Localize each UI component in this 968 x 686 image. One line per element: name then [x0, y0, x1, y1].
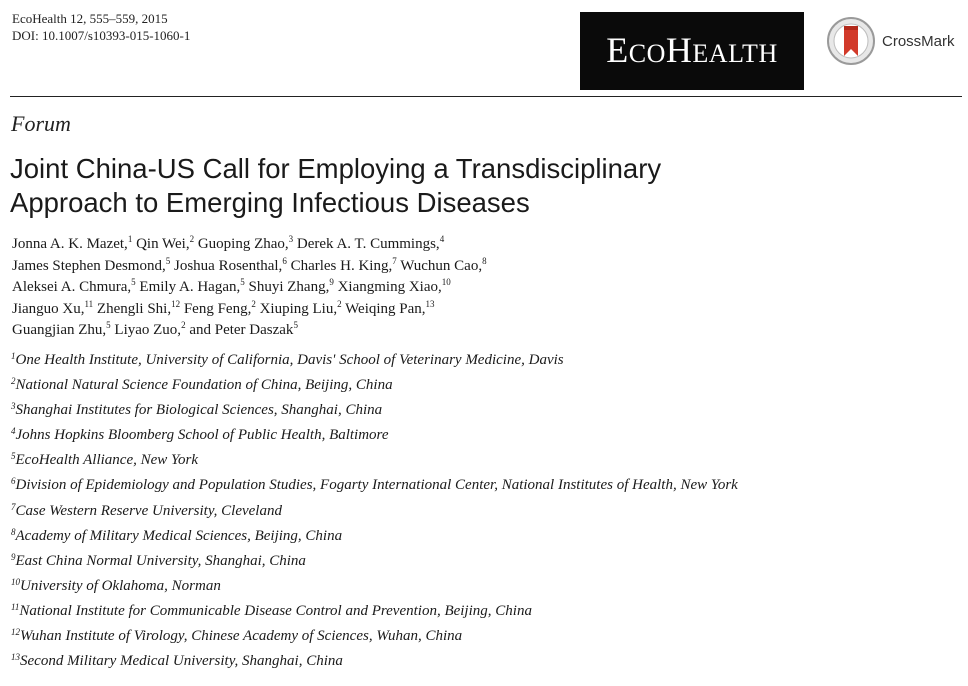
title-line-2: Approach to Emerging Infectious Diseases: [10, 187, 530, 218]
author-name[interactable]: [297, 236, 444, 252]
author-name[interactable]: [96, 298, 181, 317]
author-line: [12, 277, 487, 299]
affiliation-item: [11, 624, 738, 649]
affiliation-item: [11, 524, 738, 549]
journal-logo-wordmark: [587, 26, 797, 76]
author-name[interactable]: [139, 279, 244, 295]
journal-citation-block: [12, 10, 190, 44]
affiliation-number: 3: [11, 401, 16, 412]
affiliation-text: One Health Institute, University of California, Davis' School of Veterinary Medicine, Davis: [15, 352, 564, 368]
author-list: [12, 234, 487, 342]
author-line: [12, 234, 487, 256]
affiliation-item: [11, 373, 738, 398]
journal-citation: EcoHealth 12, 555–559, 2015: [12, 11, 168, 26]
affiliation-number: 1: [11, 351, 16, 361]
author-affiliation-ref: 6: [282, 255, 287, 266]
affiliation-text: East China Normal University, Shanghai, China: [15, 552, 306, 569]
author-name[interactable]: [12, 236, 132, 252]
affiliation-text: National Natural Science Foundation of China, Beijing, China: [15, 377, 393, 394]
author-affiliation-ref: 12: [171, 298, 181, 309]
author-name-text: Liyao Zuo,: [114, 322, 182, 338]
affiliation-text: Division of Epidemiology and Population Studies, Fogarty International Center, National Institutes of Health, New York: [15, 477, 738, 494]
author-name-text: Shuyi Zhang,: [248, 279, 330, 295]
affiliation-item: [11, 448, 738, 473]
author-affiliation-ref: 5: [293, 320, 298, 330]
affiliation-text: National Institute for Communicable Disease Control and Prevention, Beijing, China: [19, 602, 532, 619]
author-affiliation-ref: 2: [189, 234, 195, 244]
affiliation-number: 9: [11, 551, 16, 562]
affiliation-text: Second Military Medical University, Shanghai, China: [20, 653, 343, 670]
header-divider: [10, 96, 962, 97]
author-name[interactable]: [12, 279, 136, 295]
author-affiliation-ref: 5: [165, 255, 171, 266]
author-name-text: Aleksei A. Chmura,: [12, 279, 132, 295]
author-name[interactable]: [259, 298, 342, 317]
svg-text:ECOHEALTH: ECOHEALTH: [606, 30, 778, 70]
affiliation-item: [11, 473, 738, 498]
affiliation-text: EcoHealth Alliance, New York: [15, 452, 198, 469]
author-name-text: and Peter Daszak: [189, 322, 294, 338]
author-name[interactable]: [12, 255, 171, 274]
author-affiliation-ref: 1: [127, 234, 133, 244]
crossmark-badge[interactable]: [826, 16, 955, 66]
author-name-text: Jianguo Xu,: [12, 300, 85, 317]
affiliation-number: 13: [11, 652, 20, 663]
affiliation-item: [11, 499, 738, 524]
crossmark-label: CrossMark: [882, 32, 955, 50]
affiliation-number: 6: [11, 476, 16, 487]
author-affiliation-ref: 7: [392, 255, 397, 266]
author-name[interactable]: [345, 298, 435, 317]
affiliation-number: 4: [11, 426, 16, 437]
affiliation-number: 10: [11, 576, 20, 587]
author-name[interactable]: [173, 255, 287, 274]
affiliation-text: Johns Hopkins Bloomberg School of Public Health, Baltimore: [15, 427, 389, 444]
author-name-text: James Stephen Desmond,: [12, 257, 166, 274]
author-affiliation-ref: 5: [131, 277, 136, 287]
author-name-text: Joshua Rosenthal,: [173, 257, 283, 274]
author-name-text: Weiqing Pan,: [345, 300, 426, 317]
affiliation-item: [11, 348, 738, 373]
affiliation-item: [11, 423, 738, 448]
author-name[interactable]: [114, 322, 185, 338]
title-line-1: Joint China-US Call for Employing a Transdisciplinary: [10, 153, 662, 184]
affiliation-item: [11, 599, 738, 624]
author-affiliation-ref: 5: [106, 320, 111, 330]
affiliation-text: Wuhan Institute of Virology, Chinese Academy of Sciences, Wuhan, China: [20, 628, 463, 645]
author-name-text: Jonna A. K. Mazet,: [12, 236, 128, 252]
author-name-text: Wuchun Cao,: [400, 257, 483, 274]
author-affiliation-ref: 3: [288, 234, 294, 244]
author-name[interactable]: [189, 322, 298, 338]
author-name-text: Xiuping Liu,: [259, 300, 338, 317]
author-name-text: Guangjian Zhu,: [12, 322, 107, 338]
affiliation-number: 5: [11, 451, 16, 462]
affiliation-number: 7: [11, 501, 16, 512]
affiliation-number: 8: [11, 526, 16, 537]
author-name-text: Xiangming Xiao,: [337, 279, 442, 295]
author-name[interactable]: [136, 236, 194, 252]
author-line: [12, 256, 487, 278]
affiliation-item: [11, 398, 738, 423]
affiliation-list: [11, 348, 738, 674]
affiliation-item: [11, 549, 738, 574]
doi: DOI: 10.1007/s10393-015-1060-1: [12, 28, 191, 43]
article-title: [10, 152, 661, 220]
author-affiliation-ref: 9: [329, 277, 334, 287]
author-line: [12, 299, 487, 321]
author-affiliation-ref: 8: [482, 255, 487, 266]
affiliation-text: University of Oklahoma, Norman: [20, 577, 221, 594]
author-affiliation-ref: 11: [84, 298, 94, 309]
author-affiliation-ref: 2: [181, 320, 186, 330]
author-name[interactable]: [248, 279, 333, 295]
author-name-text: Zhengli Shi,: [96, 300, 172, 317]
author-affiliation-ref: 13: [425, 298, 435, 309]
author-name-text: Emily A. Hagan,: [139, 279, 241, 295]
author-name[interactable]: [12, 298, 94, 317]
author-affiliation-ref: 10: [441, 277, 451, 287]
section-label: Forum: [11, 111, 71, 136]
author-name-text: Charles H. King,: [290, 257, 393, 274]
author-name[interactable]: [290, 255, 397, 274]
author-name-text: Derek A. T. Cummings,: [296, 236, 440, 252]
author-affiliation-ref: 2: [251, 298, 256, 309]
crossmark-icon: [826, 16, 876, 66]
affiliation-item: [11, 574, 738, 599]
affiliation-number: 11: [11, 601, 20, 612]
journal-logo: [580, 12, 804, 90]
affiliation-number: 2: [11, 376, 16, 387]
author-name[interactable]: [338, 279, 451, 295]
author-affiliation-ref: 4: [439, 234, 445, 244]
affiliation-number: 12: [11, 627, 20, 638]
author-name-text: Qin Wei,: [136, 236, 190, 252]
affiliation-text: Academy of Military Medical Sciences, Beijing, China: [15, 527, 343, 544]
affiliation-item: [11, 649, 738, 674]
affiliation-text: Shanghai Institutes for Biological Sciences, Shanghai, China: [15, 402, 383, 419]
author-name[interactable]: [12, 322, 111, 338]
author-name[interactable]: [183, 298, 256, 317]
author-line: [12, 320, 487, 342]
affiliation-text: Case Western Reserve University, Cleveland: [15, 502, 282, 519]
author-name[interactable]: [400, 255, 487, 274]
author-name[interactable]: [198, 236, 293, 252]
author-affiliation-ref: 5: [240, 277, 245, 287]
author-affiliation-ref: 2: [337, 298, 342, 309]
author-name-text: Guoping Zhao,: [197, 236, 289, 252]
author-name-text: Feng Feng,: [183, 300, 252, 317]
